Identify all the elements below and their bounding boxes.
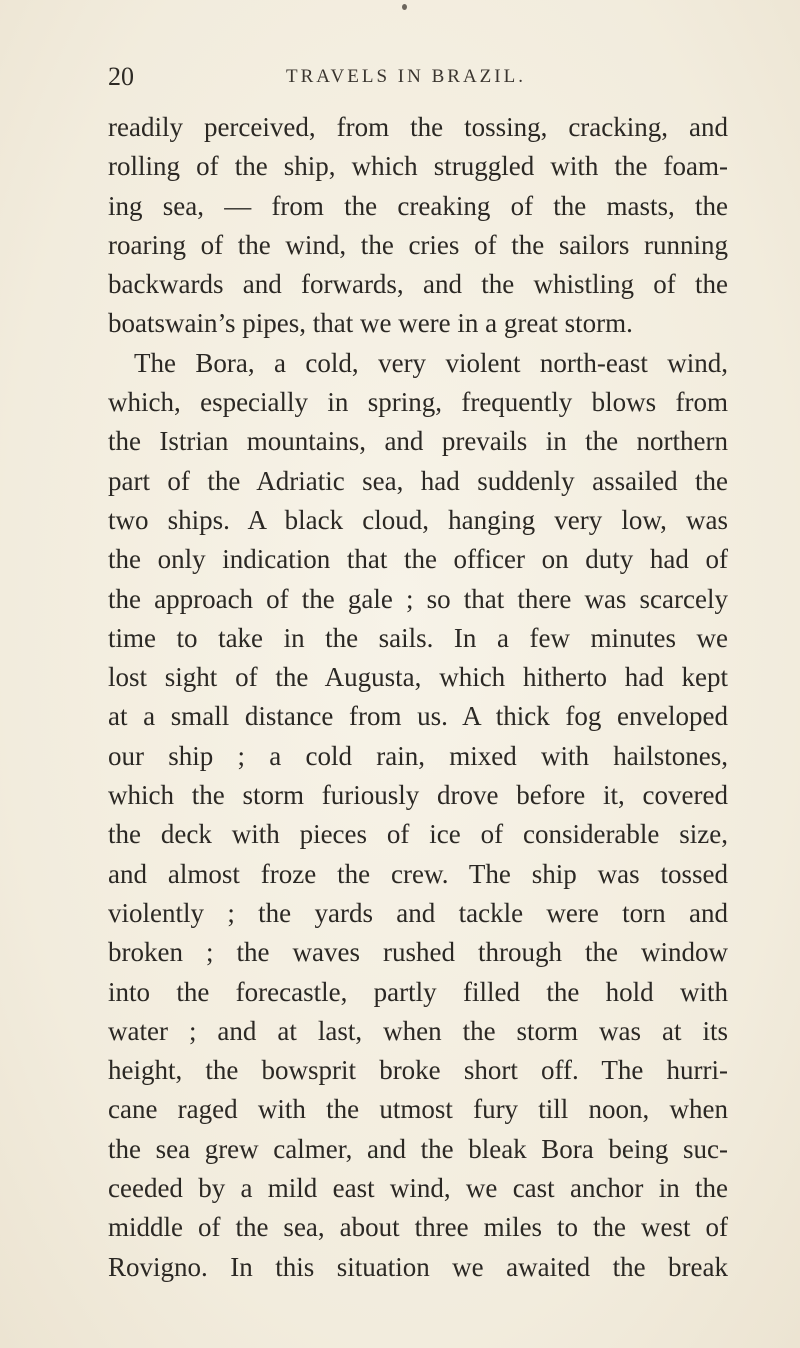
text-line: rolling of the ship, which struggled with the foam- xyxy=(108,151,728,182)
ink-speck xyxy=(402,4,407,10)
text-line: the Istrian mountains, and prevails in the northern xyxy=(108,426,728,457)
text-line: boatswain’s pipes, that we were in a great storm. xyxy=(108,308,633,339)
text-line: middle of the sea, about three miles to the west of xyxy=(108,1212,728,1243)
text-line: and almost froze the crew. The ship was tossed xyxy=(108,858,728,889)
text-line: our ship ; a cold rain, mixed with hailstones, xyxy=(108,740,728,771)
text-line: water ; and at last, when the storm was at its xyxy=(108,1015,728,1046)
text-line: the only indication that the officer on duty had of xyxy=(108,544,728,575)
text-line: ceeded by a mild east wind, we cast anchor in the xyxy=(108,1173,728,1204)
text-line: broken ; the waves rushed through the window xyxy=(108,937,728,968)
running-head xyxy=(108,62,708,92)
text-line: lost sight of the Augusta, which hitherto had kept xyxy=(108,662,728,693)
running-title: TRAVELS IN BRAZIL. xyxy=(286,66,526,87)
text-line: two ships. A black cloud, hanging very low, was xyxy=(108,504,728,535)
text-line: into the forecastle, partly filled the hold with xyxy=(108,976,728,1007)
text-line: part of the Adriatic sea, had suddenly assailed the xyxy=(108,465,728,496)
text-line: readily perceived, from the tossing, cracking, and xyxy=(108,112,728,142)
text-line: the approach of the gale ; so that there was scarcely xyxy=(108,583,728,614)
text-line: which the storm furiously drove before it, covered xyxy=(108,780,728,811)
text-line: the sea grew calmer, and the bleak Bora being suc- xyxy=(108,1133,728,1164)
text-line: height, the bowsprit broke short off. The hurri- xyxy=(108,1055,728,1086)
text-line: ing sea, — from the creaking of the masts, the xyxy=(108,190,728,221)
text-line: roaring of the wind, the cries of the sailors running xyxy=(108,229,728,260)
text-line: violently ; the yards and tackle were torn and xyxy=(108,897,728,928)
text-line: The Bora, a cold, very violent north-east wind, xyxy=(134,347,728,378)
text-line: cane raged with the utmost fury till noon, when xyxy=(108,1094,728,1125)
text-line: which, especially in spring, frequently blows from xyxy=(108,387,728,418)
text-line: at a small distance from us. A thick fog enveloped xyxy=(108,701,728,732)
text-line: time to take in the sails. In a few minutes we xyxy=(108,622,728,653)
text-line: the deck with pieces of ice of considerable size, xyxy=(108,819,728,850)
text-line: Rovigno. In this situation we awaited the break xyxy=(108,1251,728,1282)
page-number: 20 xyxy=(108,62,134,91)
body-text xyxy=(108,108,728,1287)
text-line: backwards and forwards, and the whistling of the xyxy=(108,269,728,300)
